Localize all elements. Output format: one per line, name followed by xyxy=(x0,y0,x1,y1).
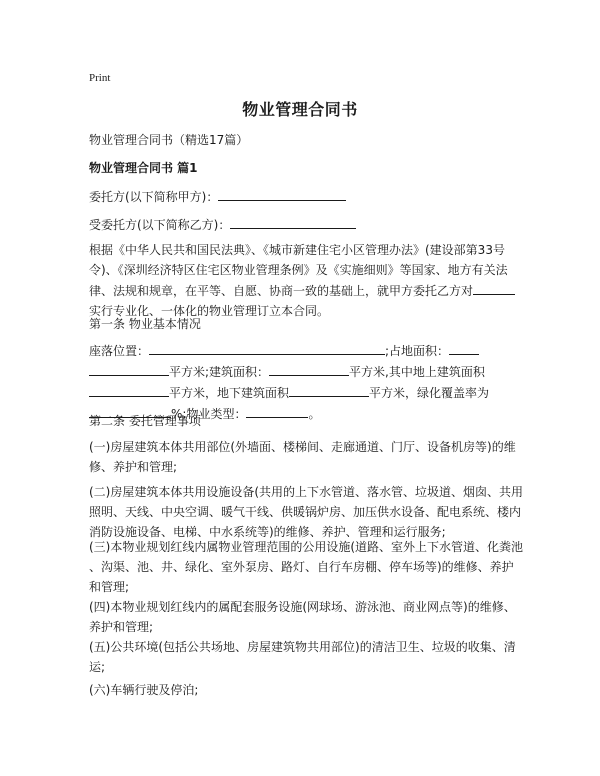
party-a-blank xyxy=(218,186,346,201)
item-row: (一)房屋建筑本体共用部位(外墙面、楼梯间、走廊通道、门厅、设备机房等)的维 xyxy=(89,440,516,454)
item-row: (二)房屋建筑本体共用设施设备(共用的上下水管道、落水管、垃圾道、烟囱、共用 xyxy=(89,485,524,499)
item-row: (三)本物业规划红线内属物业管理范围的公用设施(道路、室外上下水管道、化粪池 xyxy=(89,540,524,554)
print-link[interactable]: Print xyxy=(89,72,111,84)
article-2-item-4 xyxy=(89,597,519,637)
intro-row: 根据《中华人民共和国民法典》、《城市新建住宅小区管理办法》(建设部第33号 xyxy=(89,243,505,257)
item-row: 和管理; xyxy=(89,580,130,594)
party-b-blank xyxy=(230,214,356,229)
party-a-line xyxy=(89,186,519,207)
item-row: 修、养护和管理; xyxy=(89,460,178,474)
document-subtitle: 物业管理合同书（精选17篇） xyxy=(89,133,249,147)
article-2-item-3 xyxy=(89,537,524,597)
intro-row: 实行专业化、一体化的物业管理订立本合同。 xyxy=(89,304,330,318)
item-row: 运; xyxy=(89,660,106,674)
article-1-row: 平方米，地下建筑面积 平方米，绿化覆盖率为 xyxy=(89,382,519,403)
article-1-row: 平方米;建筑面积： 平方米,其中地上建筑面积 xyxy=(89,361,519,382)
article-1-row: %;物业类型： 。 xyxy=(89,403,519,424)
article-2-item-6 xyxy=(89,680,519,700)
section-heading: 物业管理合同书 篇1 xyxy=(89,161,198,175)
article-2-heading: 第二条 委托管理事项 xyxy=(89,414,201,428)
party-b-line xyxy=(89,214,519,235)
item-row: 养护和管理; xyxy=(89,620,154,634)
article-1-heading: 第一条 物业基本情况 xyxy=(89,317,201,331)
item-row: 照明、天线、中央空调、暖气干线、供暖锅炉房、加压供水设备、配电系统、楼内 xyxy=(89,505,522,519)
item-row: 、沟渠、池、井、绿化、室外泵房、路灯、自行车房棚、停车场等)的维修、养护 xyxy=(89,560,514,574)
item-row: (四)本物业规划红线内的属配套服务设施(网球场、游泳池、商业网点等)的维修、 xyxy=(89,600,516,614)
page-title: 物业管理合同书 xyxy=(242,100,358,119)
intro-row: 律、法规和规章，在平等、自愿、协商一致的基础上，就甲方委托乙方对 xyxy=(89,280,519,301)
above-ground-area-blank xyxy=(89,382,169,397)
article-2-item-2 xyxy=(89,482,524,542)
intro-row: 令)、《深圳经济特区住宅区物业管理条例》及《实施细则》等国家、地方有关法 xyxy=(89,263,508,277)
property-name-blank xyxy=(473,280,515,295)
party-a-label: 委托方(以下简称甲方)： xyxy=(89,190,219,204)
party-b-label: 受委托方(以下简称乙方)： xyxy=(89,218,231,232)
underground-area-blank xyxy=(289,382,369,397)
article-2-item-5 xyxy=(89,637,519,677)
item-row: 消防设施设备、电梯、中水系统等)的维修、养护、管理和运行服务; xyxy=(89,525,446,539)
building-area-blank xyxy=(269,361,349,376)
location-blank xyxy=(149,340,385,355)
intro-paragraph xyxy=(89,240,519,321)
item-row: (五)公共环境(包括公共场地、房屋建筑物共用部位)的清洁卫生、垃圾的收集、清 xyxy=(89,640,516,654)
article-2-item-1 xyxy=(89,437,519,477)
article-1-row: 座落位置： ;占地面积： xyxy=(89,340,519,361)
item-row: (六)车辆行驶及停泊; xyxy=(89,683,199,697)
land-area-blank-cont xyxy=(89,361,169,376)
land-area-blank xyxy=(449,340,479,355)
